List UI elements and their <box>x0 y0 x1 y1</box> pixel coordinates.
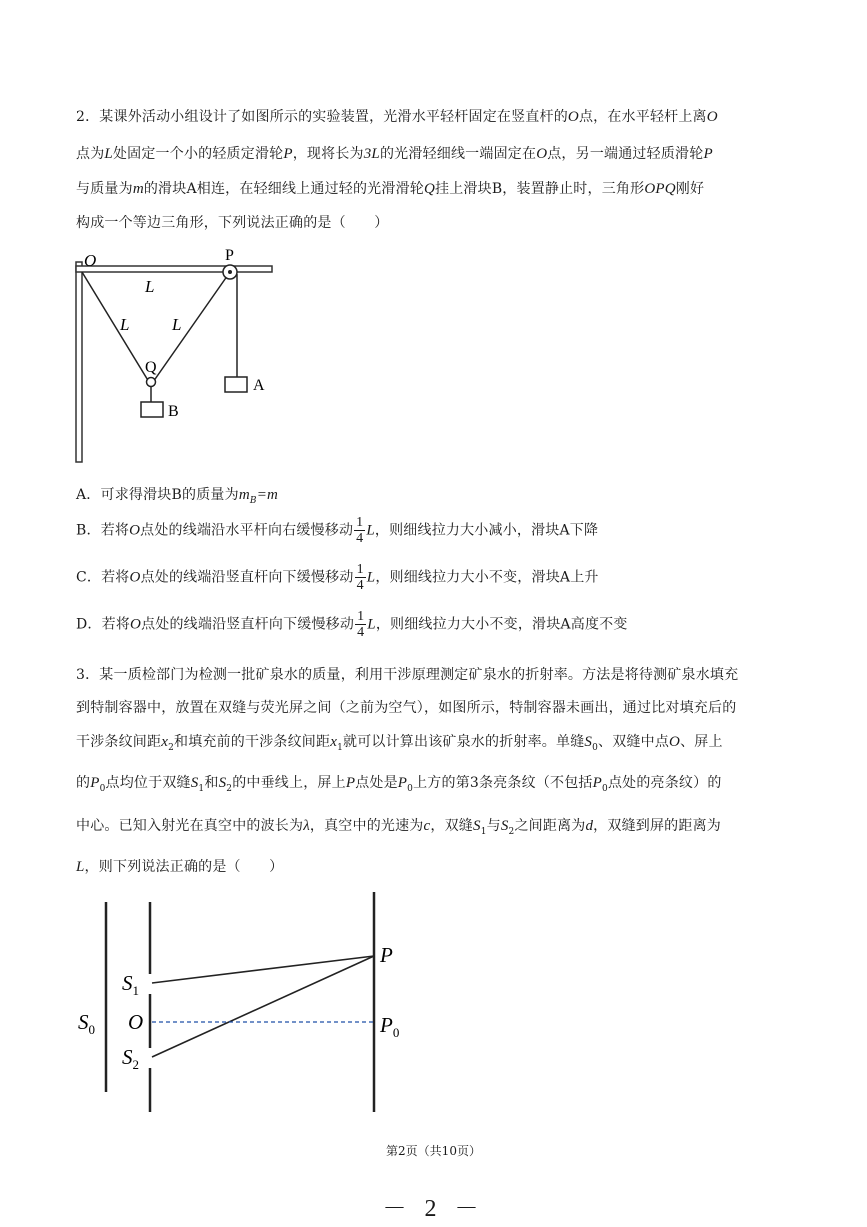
q2-option-d: D．若将O点处的线端沿竖直杆向下缓慢移动 $\frac{1}{4}$ L，则细线拉力大小不变，滑块A高度不变 <box>76 609 628 640</box>
vertical-pole <box>76 262 82 462</box>
horizontal-rod <box>76 266 272 272</box>
q2-pulley-figure <box>60 240 300 470</box>
q2-line-1: 2．某课外活动小组设计了如图所示的实验装置，光滑水平轻杆固定在竖直杆的O点，在水平轻杆上离O <box>76 109 718 125</box>
block-b <box>141 402 163 417</box>
label-l-right: L <box>172 315 182 334</box>
ray-s2-p <box>152 956 374 1057</box>
q2-line-4: 构成一个等边三角形，下列说法正确的是（ ） <box>76 215 389 231</box>
q2-option-b: B．若将O点处的线端沿水平杆向右缓慢移动 $\frac{1}{4}$ L，则细线拉力大小减小，滑块A下降 <box>76 515 599 546</box>
q3-line-6: L，则下列说法正确的是（ ） <box>76 859 284 875</box>
label-b: B <box>168 403 179 420</box>
label-o: O <box>128 1010 144 1034</box>
label-l-top: L <box>145 277 155 296</box>
pulley-q <box>147 378 156 387</box>
string-oq <box>82 272 149 382</box>
q2-line-2: 点为L处固定一个小的轻质定滑轮P，现将长为3L的光滑轻细线一端固定在O点，另一端通过轻质滑轮P <box>76 146 713 162</box>
q2-line-3: 与质量为m的滑块A相连，在轻细线上通过轻的光滑滑轮Q挂上滑块B，装置静止时，三角形OPQ刚好 <box>76 181 705 197</box>
label-o: O <box>84 251 97 270</box>
label-q: Q <box>145 359 157 376</box>
fraction-one-quarter: $\frac{1}{4}$ <box>356 562 364 593</box>
label-l-left: L <box>120 315 130 334</box>
ray-s1-p <box>152 956 374 983</box>
page-number: － 2 － <box>382 1196 485 1222</box>
label-p0: $P_0$ <box>380 1013 400 1040</box>
fraction-one-quarter: $\frac{1}{4}$ <box>356 515 364 546</box>
label-s2: $S_2$ <box>122 1045 139 1072</box>
q3-line-4: 的$P_0$点均位于双缝$S_1$和$S_2$的中垂线上，屏上P点处是$P_0$上方的第3条亮条纹（不包括$P_0$点处的亮条纹）的 <box>76 775 722 794</box>
label-s0: $S_0$ <box>78 1010 95 1037</box>
q2-option-c: C．若将O点处的线端沿竖直杆向下缓慢移动 $\frac{1}{4}$ L，则细线拉力大小不变，滑块A上升 <box>76 562 599 593</box>
q3-double-slit-figure <box>70 890 430 1120</box>
fraction-one-quarter: $\frac{1}{4}$ <box>357 609 365 640</box>
label-p: P <box>380 943 393 967</box>
q3-line-2: 到特制容器中，放置在双缝与荧光屏之间（之前为空气），如图所示，特制容器未画出，通过比对填充后的 <box>76 700 737 716</box>
label-p: P <box>225 247 234 264</box>
q3-line-5: 中心。已知入射光在真空中的波长为λ，真空中的光速为c，双缝$S_1$与$S_2$之间距离为d，双缝到屏的距离为 <box>76 818 721 837</box>
q3-line-1: 3．某一质检部门为检测一批矿泉水的质量，利用干涉原理测定矿泉水的折射率。方法是将待测矿泉水填充 <box>76 667 739 683</box>
q2-option-a: A．可求得滑块B的质量为$m_B=m$ <box>76 487 279 506</box>
q3-line-3: 干涉条纹间距$x_2$和填充前的干涉条纹间距$x_1$就可以计算出该矿泉水的折射率。单缝$S_0$、双缝中点O、屏上 <box>76 734 723 753</box>
string-qp <box>153 272 230 382</box>
block-a <box>225 377 247 392</box>
label-a: A <box>253 377 265 394</box>
page-label: 第2页（共10页） <box>386 1144 481 1158</box>
label-s1: $S_1$ <box>122 971 139 998</box>
